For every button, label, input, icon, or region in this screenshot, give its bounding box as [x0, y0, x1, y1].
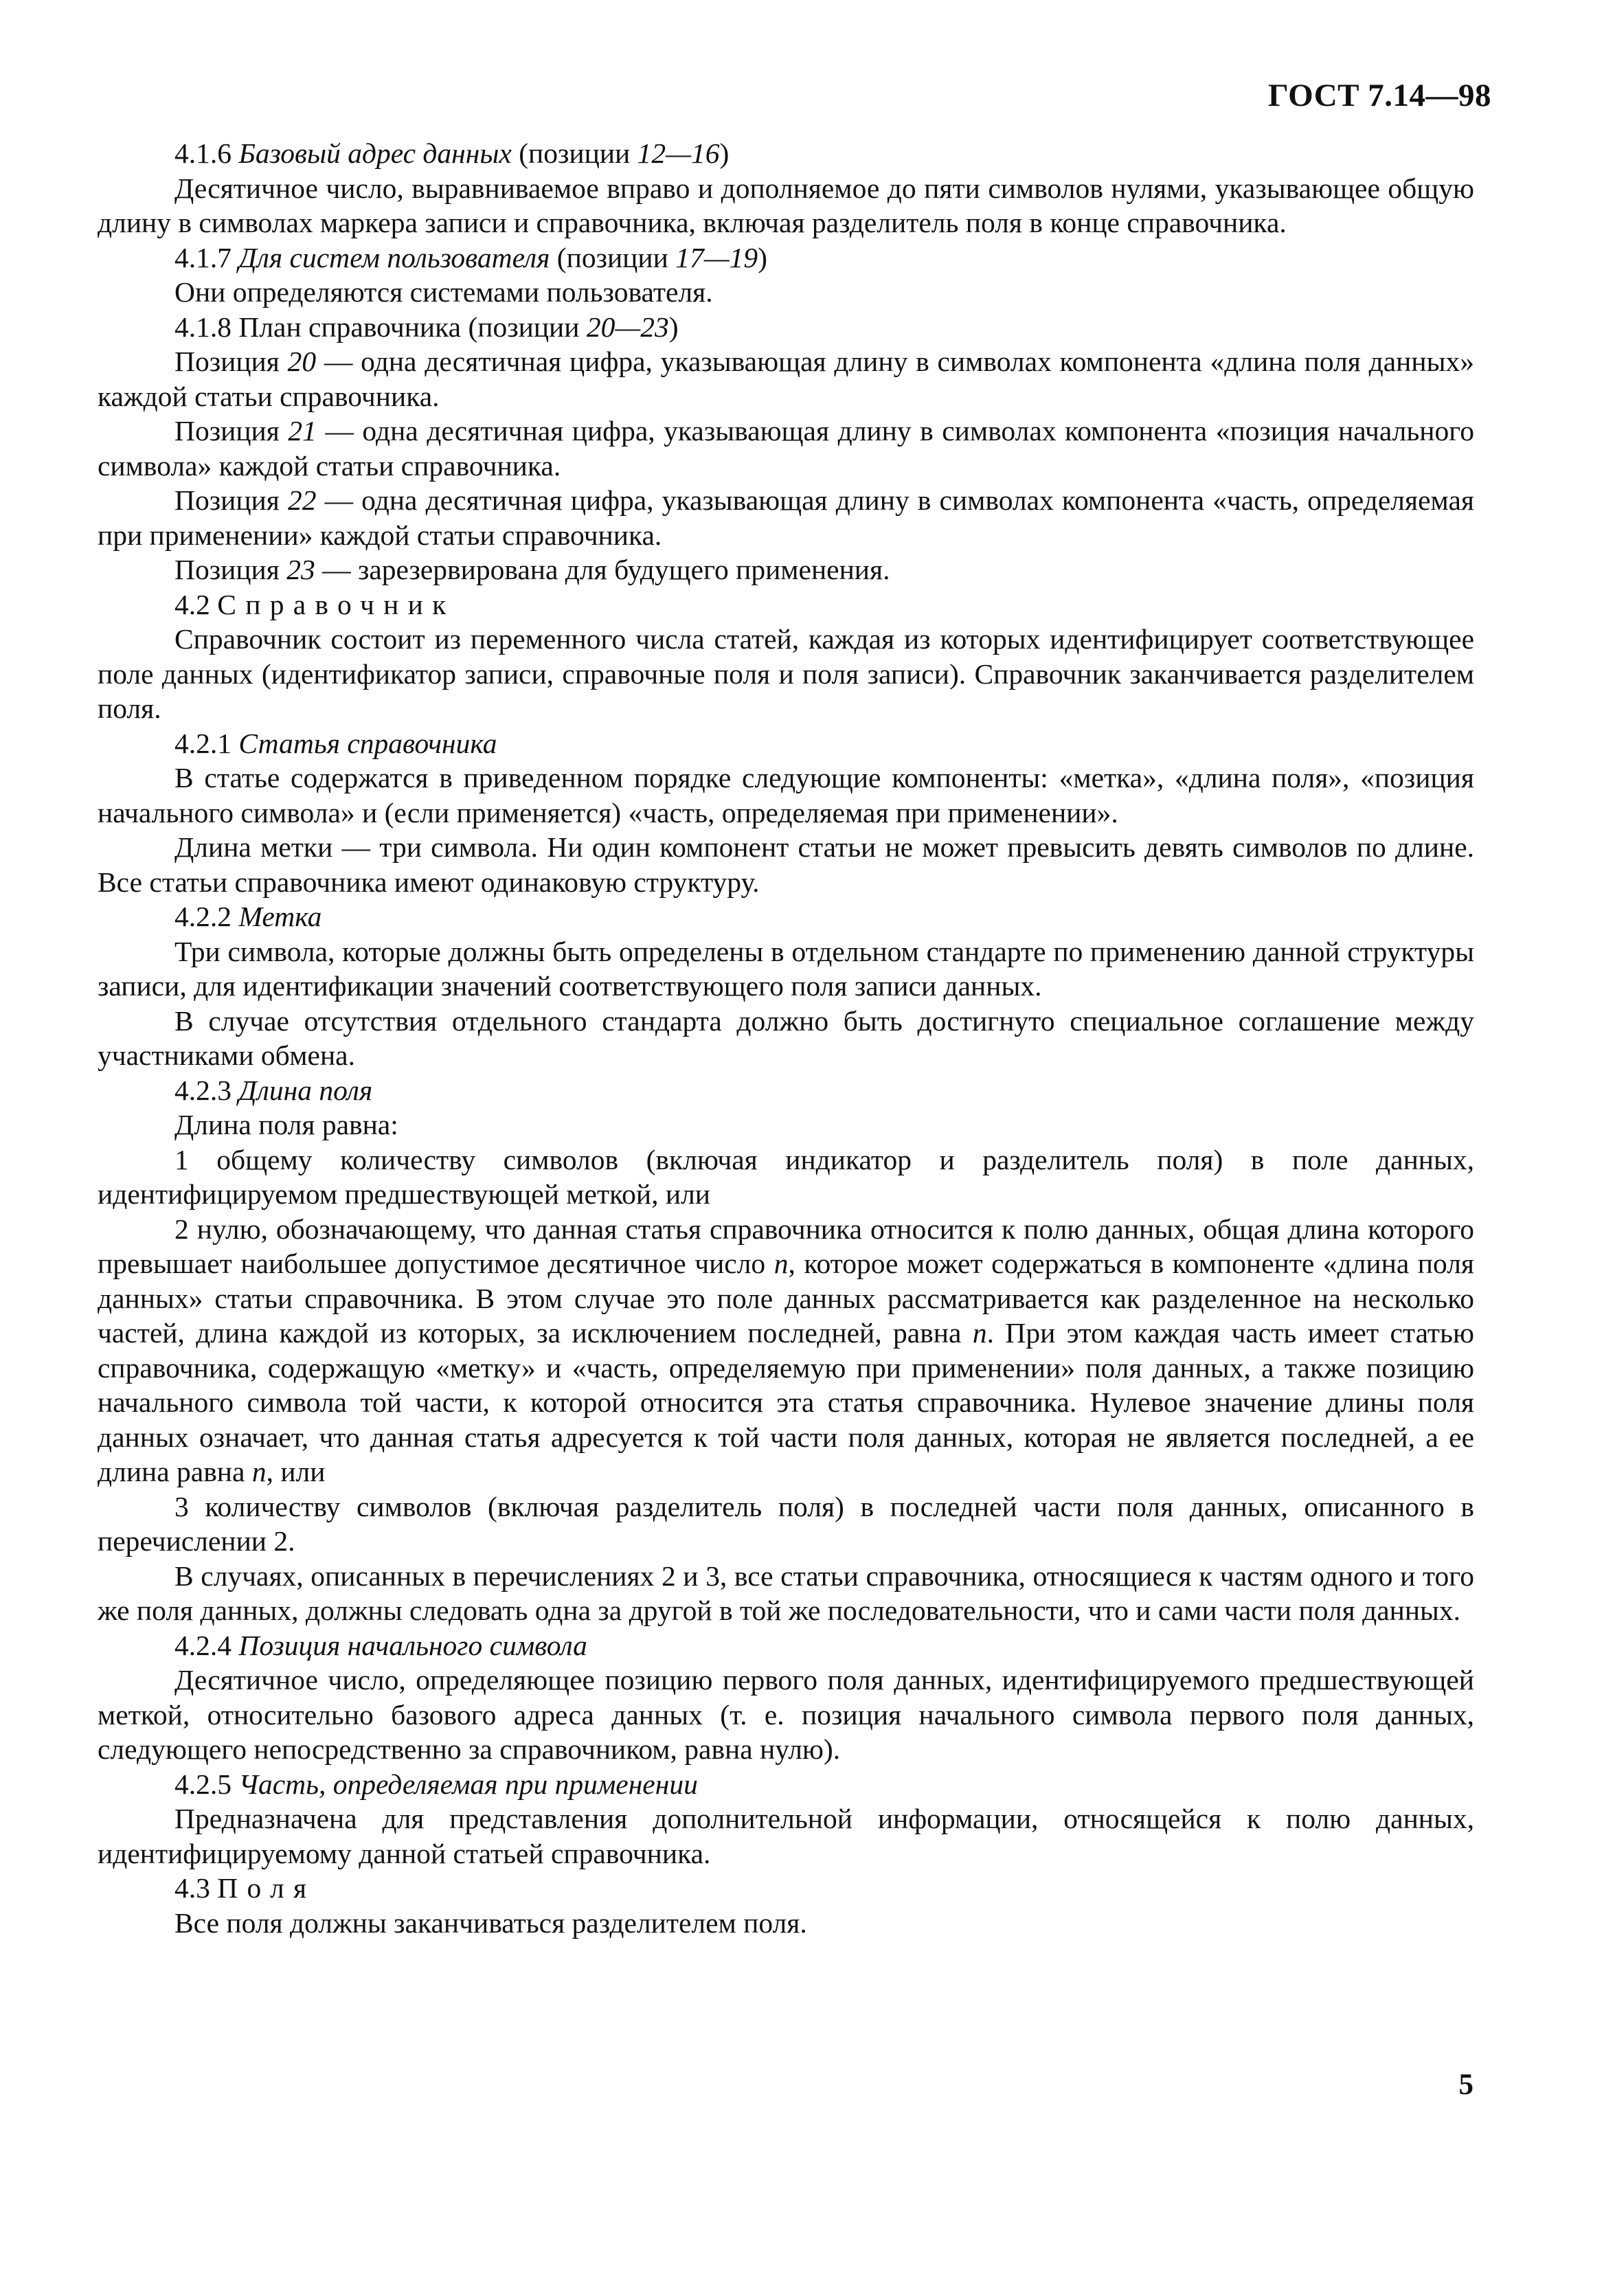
section-title: Справочник [217, 588, 455, 620]
clause-number: 4.1.8 [174, 311, 231, 343]
document-body [98, 136, 1474, 1940]
clause-number: 4.1.7 [174, 241, 231, 273]
positions-close: ) [668, 311, 679, 343]
position-number: 21 [288, 415, 317, 447]
clause-heading-4-1-6 [98, 136, 1474, 171]
variable-n: n [972, 1317, 987, 1349]
paragraph: Все поля должны заканчиваться разделителем поля. [174, 1906, 807, 1939]
paragraph: Десятичное число, выравниваемое вправо и дополняемое до пяти символов нулями, указывающее общую длину в символах маркера записи и справочника, включая разделитель поля в конце справочника. [98, 172, 1474, 238]
text-run: , или [266, 1456, 326, 1487]
standard-code-header: ГОСТ 7.14—98 [1267, 78, 1491, 113]
text-run: — одна десятичная цифра, указывающая длину в символах компонента «часть, определяемая при применении» каждой статьи справочника. [98, 484, 1474, 551]
clause-title: План справочника [238, 311, 462, 343]
clause-number: 4.2.3 [174, 1074, 231, 1106]
text-run: Позиция [174, 415, 289, 447]
positions-range: 17—19 [675, 241, 758, 273]
paragraph: Три символа, которые должны быть определены в отдельном стандарте по применению данной структуры записи, для идентификации значений соответствующего поля записи данных. [98, 935, 1474, 1002]
clause-heading-4-2-5 [98, 1767, 1474, 1802]
positions-close: ) [719, 137, 730, 169]
text-run: — зарезервирована для будущего применения. [315, 554, 890, 585]
section-heading-4-3 [98, 1871, 1474, 1906]
paragraph-position-22 [98, 483, 1474, 552]
clause-heading-4-1-8 [98, 310, 1474, 345]
variable-n: n [773, 1248, 789, 1279]
text-run: Позиция [174, 484, 288, 516]
clause-heading-4-2-2 [98, 899, 1474, 934]
positions-close: ) [758, 241, 767, 273]
clause-title: Базовый адрес данных [238, 137, 512, 169]
clause-number: 4.1.6 [174, 137, 231, 169]
clause-title: Статья справочника [238, 727, 497, 759]
text-run: . При этом каждая часть имеет статью справочника, содержащую «метку» и «часть, определяемую при применении» поля данных, а также позицию начального символа той части, к которой относится эта статья справочника. Нулевое значение длины поля данных означает, что данная статья адресуется к той части поля данных, которая не является последней, а ее длина равна [98, 1317, 1474, 1487]
list-item-1: 1 общему количеству символов (включая индикатор и разделитель поля) в поле данных, идентифицируемом предшествующей меткой, или [98, 1143, 1474, 1210]
positions-label: (позиции [511, 137, 637, 169]
text-run: 2 нулю, обозначающему, что данная статья справочника относится к полю данных, общая длина которого превышает наибольшее допустимое десятичное число [98, 1213, 1474, 1279]
text-run: — одна десятичная цифра, указывающая длину в символах компонента «длина поля данных» каждой статьи справочника. [98, 346, 1474, 412]
text-run: , которое может содержаться в компоненте «длина поля данных» статьи справочника. В этом случае это поле данных рассматривается как разделенное на несколько частей, длина каждой из которых, за исключением последней, равна [98, 1248, 1474, 1349]
list-item-2 [98, 1212, 1474, 1489]
text-run: Позиция [174, 554, 287, 585]
position-number: 20 [287, 346, 317, 377]
paragraph-position-20 [98, 344, 1474, 414]
paragraph: Справочник состоит из переменного числа статей, каждая из которых идентифицирует соответствующее поле данных (идентификатор записи, справочные поля и поля записи). Справочник заканчивается разделителем поля. [98, 623, 1474, 724]
list-item-3: 3 количеству символов (включая разделитель поля) в последней части поля данных, описанного в перечислении 2. [98, 1490, 1474, 1557]
position-number: 22 [287, 484, 317, 516]
variable-n: n [251, 1456, 267, 1487]
paragraph: В случаях, описанных в перечислениях 2 и 3, все статьи справочника, относящиеся к частям одного и того же поля данных, должны следовать одна за другой в той же последовательности, что и сами части поля данных. [98, 1560, 1474, 1626]
section-number: 4.2 [174, 588, 210, 620]
clause-number: 4.2.4 [174, 1629, 231, 1661]
clause-title: Для систем пользователя [238, 241, 550, 273]
text-run: Позиция [174, 346, 288, 377]
positions-range: 12—16 [637, 137, 720, 169]
clause-title: Часть, определяемая при применении [238, 1768, 698, 1800]
paragraph-position-23 [98, 552, 1474, 587]
clause-title: Метка [238, 901, 322, 932]
section-number: 4.3 [174, 1872, 210, 1904]
paragraph: Предназначена для представления дополнительной информации, относящейся к полю данных, идентифицируемому данной статьей справочника. [98, 1803, 1474, 1869]
clause-number: 4.2.1 [174, 727, 231, 759]
paragraph: Они определяются системами пользователя. [174, 276, 713, 308]
clause-title: Позиция начального символа [238, 1629, 587, 1661]
paragraph: Длина поля равна: [174, 1109, 398, 1140]
text-run: — одна десятичная цифра, указывающая длину в символах компонента «позиция начального символа» каждой статьи справочника. [98, 415, 1474, 482]
section-title: Поля [217, 1872, 316, 1904]
clause-number: 4.2.5 [174, 1768, 231, 1800]
clause-heading-4-2-3 [98, 1073, 1474, 1108]
section-heading-4-2 [98, 587, 1474, 622]
paragraph: Десятичное число, определяющее позицию первого поля данных, идентифицируемого предшествующей меткой, относительно базового адреса данных (т. е. позиция начального символа первого поля данных, следующего непосредственно за справочником, равна нулю). [98, 1664, 1474, 1765]
clause-number: 4.2.2 [174, 901, 231, 932]
paragraph: В случае отсутствия отдельного стандарта должно быть достигнуто специальное соглашение между участниками обмена. [98, 1004, 1474, 1071]
clause-heading-4-1-7 [98, 240, 1474, 275]
position-number: 23 [286, 554, 315, 585]
clause-heading-4-2-4 [98, 1628, 1474, 1663]
clause-heading-4-2-1 [98, 726, 1474, 761]
paragraph-position-21 [98, 414, 1474, 483]
paragraph: В статье содержатся в приведенном порядке следующие компоненты: «метка», «длина поля», «позиция начального символа» и (если применяется) «часть, определяемая при применении». [98, 762, 1474, 829]
positions-label: (позиции [461, 311, 587, 343]
clause-title: Длина поля [238, 1074, 373, 1106]
page-number: 5 [1458, 2069, 1473, 2101]
positions-label: (позиции [550, 241, 676, 273]
positions-range: 20—23 [586, 311, 669, 343]
paragraph: Длина метки — три символа. Ни один компонент статьи не может превысить девять символов по длине. Все статьи справочника имеют одинаковую структуру. [98, 831, 1474, 898]
